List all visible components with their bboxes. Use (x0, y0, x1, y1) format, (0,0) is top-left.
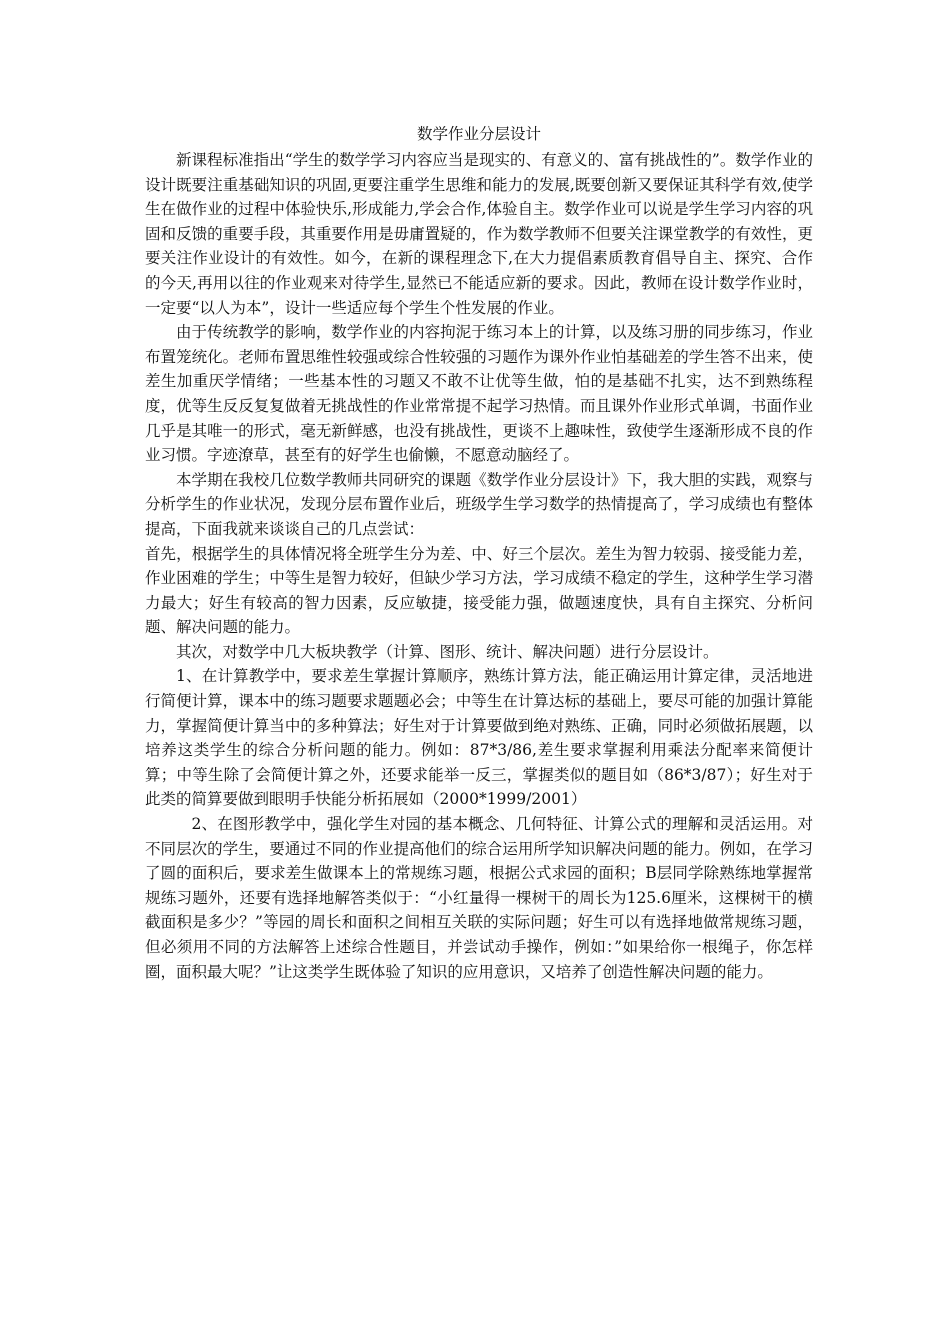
paragraph-second: 其次，对数学中几大板块教学（计算、图形、统计、解决问题）进行分层设计。 (176, 642, 719, 661)
paragraph-first: 首先，根据学生的具体情况将全班学生分为差、中、好三个层次。差生为智力较弱、接受能力差，作业困难的学生；中等生是智力较好，但缺少学习方法，学习成绩不稳定的学生，这种学生学习潜力最大；好生有较高的智力因素，反应敏捷，接受能力强，做题速度快，具有自主探究、分析问题、解决问题的能力。 (145, 544, 813, 637)
paragraph-tradition: 由于传统教学的影响，数学作业的内容拘泥于练习本上的计算，以及练习册的同步练习，作业布置笼统化。老师布置思维性较强或综合性较强的习题作为课外作业怕基础差的学生答不出来，使差生加重厌学情绪；一些基本性的习题又不敢不让优等生做，怕的是基础不扎实，达不到熟练程度，优等生反反复复做着无挑战性的作业常常提不起学习热情。而且课外作业形式单调，书面作业几乎是其唯一的形式，毫无新鲜感，也没有挑战性，更谈不上趣味性，致使学生逐渐形成不良的作业习惯。字迹潦草，甚至有的好学生也偷懒，不愿意动脑经了。 (145, 323, 813, 465)
paragraph-calculation: 1、在计算教学中，要求差生掌握计算顺序，熟练计算方法，能正确运用计算定律，灵活地进行简便计算，课本中的练习题要求题题必会；中等生在计算达标的基础上，要尽可能的加强计算能力，掌握简便计算当中的多种算法；好生对于计算要做到绝对熟练、正确，同时必须做拓展题，以培养这类学生的综合分析问题的能力。例如：87*3/86,差生要求掌握利用乘法分配率来简便计算；中等生除了会简便计算之外，还要求能举一反三，掌握类似的题目如（86*3/87）；好生对于此类的简算要做到眼明手快能分析拓展如（2000*1999/2001） (145, 667, 813, 809)
paragraph-semester: 本学期在我校几位数学教师共同研究的课题《数学作业分层设计》下，我大胆的实践，观察与分析学生的作业状况，发现分层布置作业后，班级学生学习数学的热情提高了，学习成绩也有整体提高，下面我就来谈谈自己的几点尝试： (145, 470, 813, 538)
document-title: 数学作业分层设计 (416, 125, 541, 143)
paragraph-intro: 新课程标准指出“学生的数学学习内容应当是现实的、有意义的、富有挑战性的”。数学作业的设计既要注重基础知识的巩固,更要注重学生思维和能力的发展,既要创新又要保证其科学有效,使学生在做作业的过程中体验快乐,形成能力,学会合作,体验自主。数学作业可以说是学生学习内容的巩固和反馈的重要手段，其重要作用是毋庸置疑的，作为数学教师不但要关注课堂教学的有效性，更要关注作业设计的有效性。如今，在新的课程理念下,在大力提倡素质教育倡导自主、探究、合作的今天,再用以往的作业观来对待学生,显然已不能适应新的要求。因此，教师在设计数学作业时，一定要“以人为本”，设计一些适应每个学生个性发展的作业。 (145, 151, 813, 317)
paragraph-geometry: 2、在图形教学中，强化学生对园的基本概念、几何特征、计算公式的理解和灵活运用。对不同层次的学生，要通过不同的作业提高他们的综合运用所学知识解决问题的能力。例如，在学习了圆的面积后，要求差生做课本上的常规练习题，根据公式求园的面积；B层同学除熟练地掌握常规练习题外，还要有选择地解答类似于：“小红量得一棵树干的周长为125.6厘米，这棵树干的横截面积是多少？”等园的周长和面积之间相互关联的实际问题；好生可以有选择地做常规练习题，但必须用不同的方法解答上述综合性题目，并尝试动手操作，例如：”如果给你一根绳子，你怎样圈，面积最大呢？”让这类学生既体验了知识的应用意识，又培养了创造性解决问题的能力。 (145, 815, 813, 981)
document-page (145, 122, 813, 984)
